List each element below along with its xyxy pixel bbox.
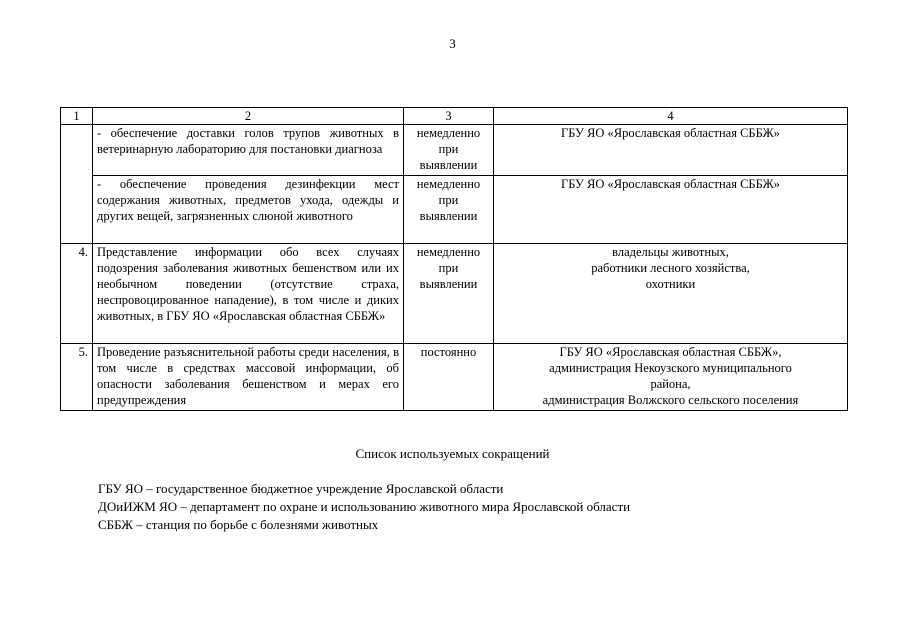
responsible-line: района, bbox=[650, 377, 691, 391]
measure-term bbox=[404, 125, 494, 176]
table-row bbox=[61, 344, 848, 411]
term-line: при bbox=[438, 142, 459, 156]
term-line: выявлении bbox=[419, 277, 478, 291]
abbreviation-item: ДОиИЖМ ЯО – департамент по охране и использованию животного мира Ярославской области bbox=[98, 499, 631, 514]
term-line: при bbox=[438, 261, 459, 275]
measure-description: - обеспечение проведения дезинфекции мест содержания животных, предметов ухода, одежды и других вещей, загрязненных слюной животного bbox=[93, 176, 404, 244]
term-line: при bbox=[438, 193, 459, 207]
header-col-4: 4 bbox=[494, 108, 848, 125]
row-number bbox=[61, 125, 93, 244]
responsible-line: ГБУ ЯО «Ярославская областная СББЖ» bbox=[561, 126, 780, 140]
responsible-line: администрация Некоузского муниципального bbox=[549, 361, 792, 375]
measure-term bbox=[404, 344, 494, 411]
abbreviation-item: СББЖ – станция по борьбе с болезнями животных bbox=[98, 517, 379, 532]
table-header-row bbox=[61, 108, 848, 125]
header-col-1: 1 bbox=[61, 108, 93, 125]
measure-term bbox=[404, 244, 494, 344]
header-col-3: 3 bbox=[404, 108, 494, 125]
term-line: немедленно bbox=[416, 245, 481, 259]
responsible-line: владельцы животных, bbox=[612, 245, 729, 259]
measure-description: Проведение разъяснительной работы среди населения, в том числе в средствах массовой информации, об опасности заболевания бешенством и мерах его предупреждения bbox=[93, 344, 404, 411]
measure-description: - обеспечение доставки голов трупов животных в ветеринарную лабораторию для постановки диагноза bbox=[93, 125, 404, 176]
responsible-line: администрация Волжского сельского поселения bbox=[542, 393, 799, 407]
term-line: выявлении bbox=[419, 209, 478, 223]
term-line: выявлении bbox=[419, 158, 478, 172]
row-number: 5. bbox=[61, 344, 93, 411]
term-line: постоянно bbox=[420, 345, 477, 359]
responsible-party bbox=[494, 244, 848, 344]
responsible-line: ГБУ ЯО «Ярославская областная СББЖ» bbox=[561, 177, 780, 191]
responsible-line: ГБУ ЯО «Ярославская областная СББЖ», bbox=[559, 345, 782, 359]
abbreviations-list bbox=[98, 480, 630, 534]
table-row bbox=[61, 125, 848, 176]
responsible-line: работники лесного хозяйства, bbox=[591, 261, 750, 275]
term-line: немедленно bbox=[416, 126, 481, 140]
measure-term bbox=[404, 176, 494, 244]
table-row bbox=[61, 176, 848, 244]
header-col-2: 2 bbox=[93, 108, 404, 125]
table-row bbox=[61, 244, 848, 344]
term-line: немедленно bbox=[416, 177, 481, 191]
row-number: 4. bbox=[61, 244, 93, 344]
responsible-line: охотники bbox=[645, 277, 696, 291]
responsible-party bbox=[494, 176, 848, 244]
page-number: 3 bbox=[449, 36, 456, 51]
responsible-party bbox=[494, 125, 848, 176]
abbreviation-item: ГБУ ЯО – государственное бюджетное учреждение Ярославской области bbox=[98, 481, 504, 496]
abbreviations-title: Список используемых сокращений bbox=[355, 446, 550, 461]
measures-table bbox=[60, 107, 848, 411]
measure-description: Представление информации обо всех случаях подозрения заболевания животных бешенством или их необычном поведении (отсутствие страха, неспровоцированное нападение), в том числе и диких животных, в ГБУ ЯО «Ярославская областная СББЖ» bbox=[93, 244, 404, 344]
responsible-party bbox=[494, 344, 848, 411]
